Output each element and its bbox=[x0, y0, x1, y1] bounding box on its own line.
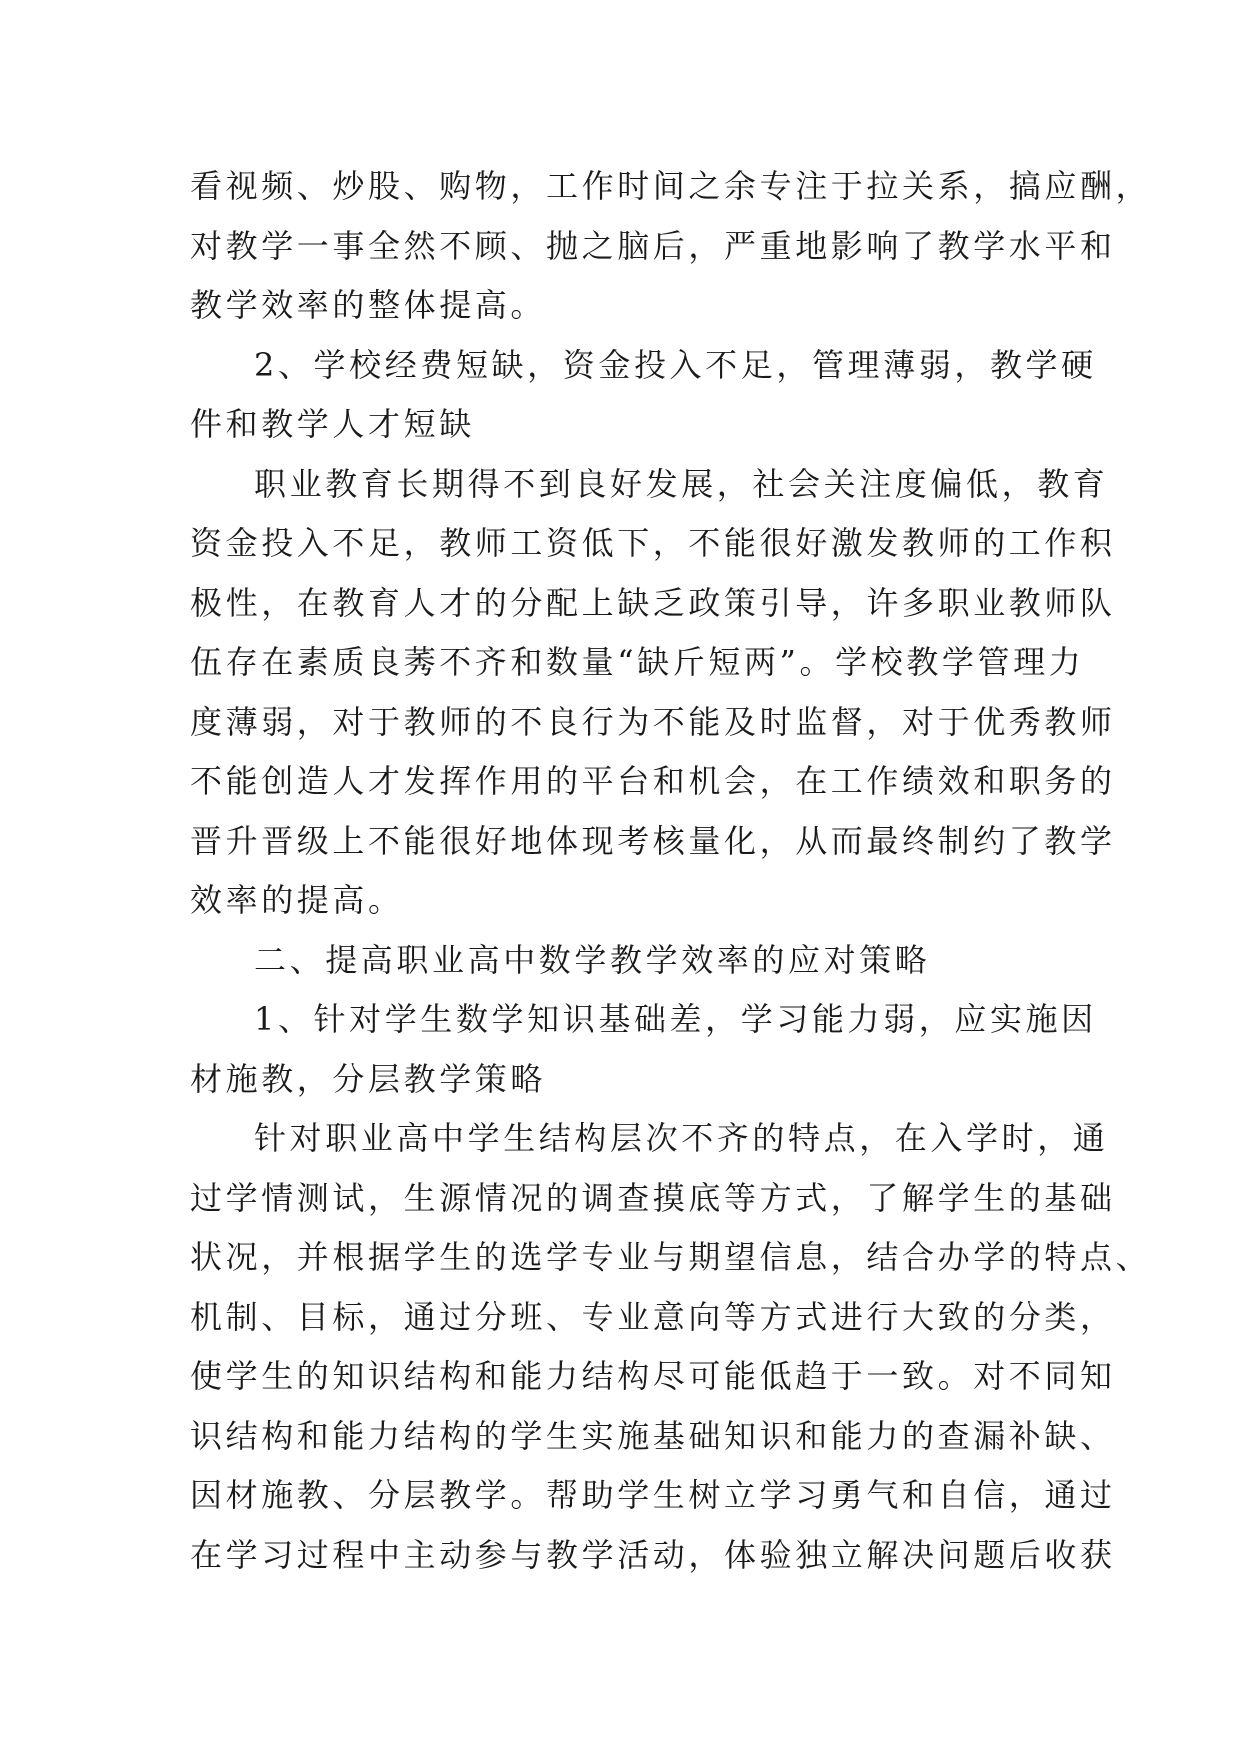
section-heading-line: 材施教，分层教学策略 bbox=[190, 1059, 547, 1098]
text-line: 晋升晋级上不能很好地体现考核量化，从而最终制约了教学 bbox=[190, 821, 1116, 860]
text-line: 资金投入不足，教师工资低下，不能很好激发教师的工作积 bbox=[190, 524, 1116, 562]
text-line: 在学习过程中主动参与教学活动，体验独立解决问题后收获 bbox=[190, 1535, 1116, 1574]
text-line: 不能创造人才发挥作用的平台和机会，在工作绩效和职务的 bbox=[190, 762, 1116, 800]
text-line: 过学情测试，生源情况的调查摸底等方式，了解学生的基础 bbox=[190, 1178, 1116, 1217]
text-line: 职业教育长期得不到良好发展，社会关注度偏低，教育 bbox=[254, 464, 1109, 503]
text-line: 对教学一事全然不顾、抛之脑后，严重地影响了教学水平和 bbox=[190, 226, 1116, 265]
section-heading-line: 二、提高职业高中数学教学效率的应对策略 bbox=[254, 940, 931, 979]
text-line: 识结构和能力结构的学生实施基础知识和能力的查漏补缺、 bbox=[190, 1416, 1116, 1455]
section-heading-line: 1、针对学生数学知识基础差，学习能力弱，应实施因 bbox=[254, 1000, 1097, 1038]
text-line: 使学生的知识结构和能力结构尽可能低趋于一致。对不同知 bbox=[190, 1357, 1116, 1395]
text-line: 因材施教、分层教学。帮助学生树立学习勇气和自信，通过 bbox=[190, 1476, 1116, 1514]
text-line: 教学效率的整体提高。 bbox=[190, 286, 547, 324]
text-line: 效率的提高。 bbox=[190, 881, 404, 919]
text-line: 度薄弱，对于教师的不良行为不能及时监督，对于优秀教师 bbox=[190, 702, 1116, 741]
text-line: 针对职业高中学生结构层次不齐的特点，在入学时，通 bbox=[254, 1119, 1109, 1157]
section-heading-line: 件和教学人才短缺 bbox=[190, 405, 475, 443]
section-heading-line: 2、学校经费短缺，资金投入不足，管理薄弱，教学硬 bbox=[254, 345, 1097, 384]
text-line: 状况，并根据学生的选学专业与期望信息，结合办学的特点、 bbox=[190, 1238, 1152, 1276]
text-line: 机制、目标，通过分班、专业意向等方式进行大致的分类， bbox=[190, 1297, 1116, 1336]
text-line: 伍存在素质良莠不齐和数量“缺斤短两”。学校教学管理力 bbox=[190, 643, 1085, 681]
document-body bbox=[190, 157, 1152, 1585]
text-line: 看视频、炒股、购物，工作时间之余专注于拉关系，搞应酬， bbox=[190, 167, 1152, 205]
text-line: 极性，在教育人才的分配上缺乏政策引导，许多职业教师队 bbox=[190, 583, 1116, 622]
